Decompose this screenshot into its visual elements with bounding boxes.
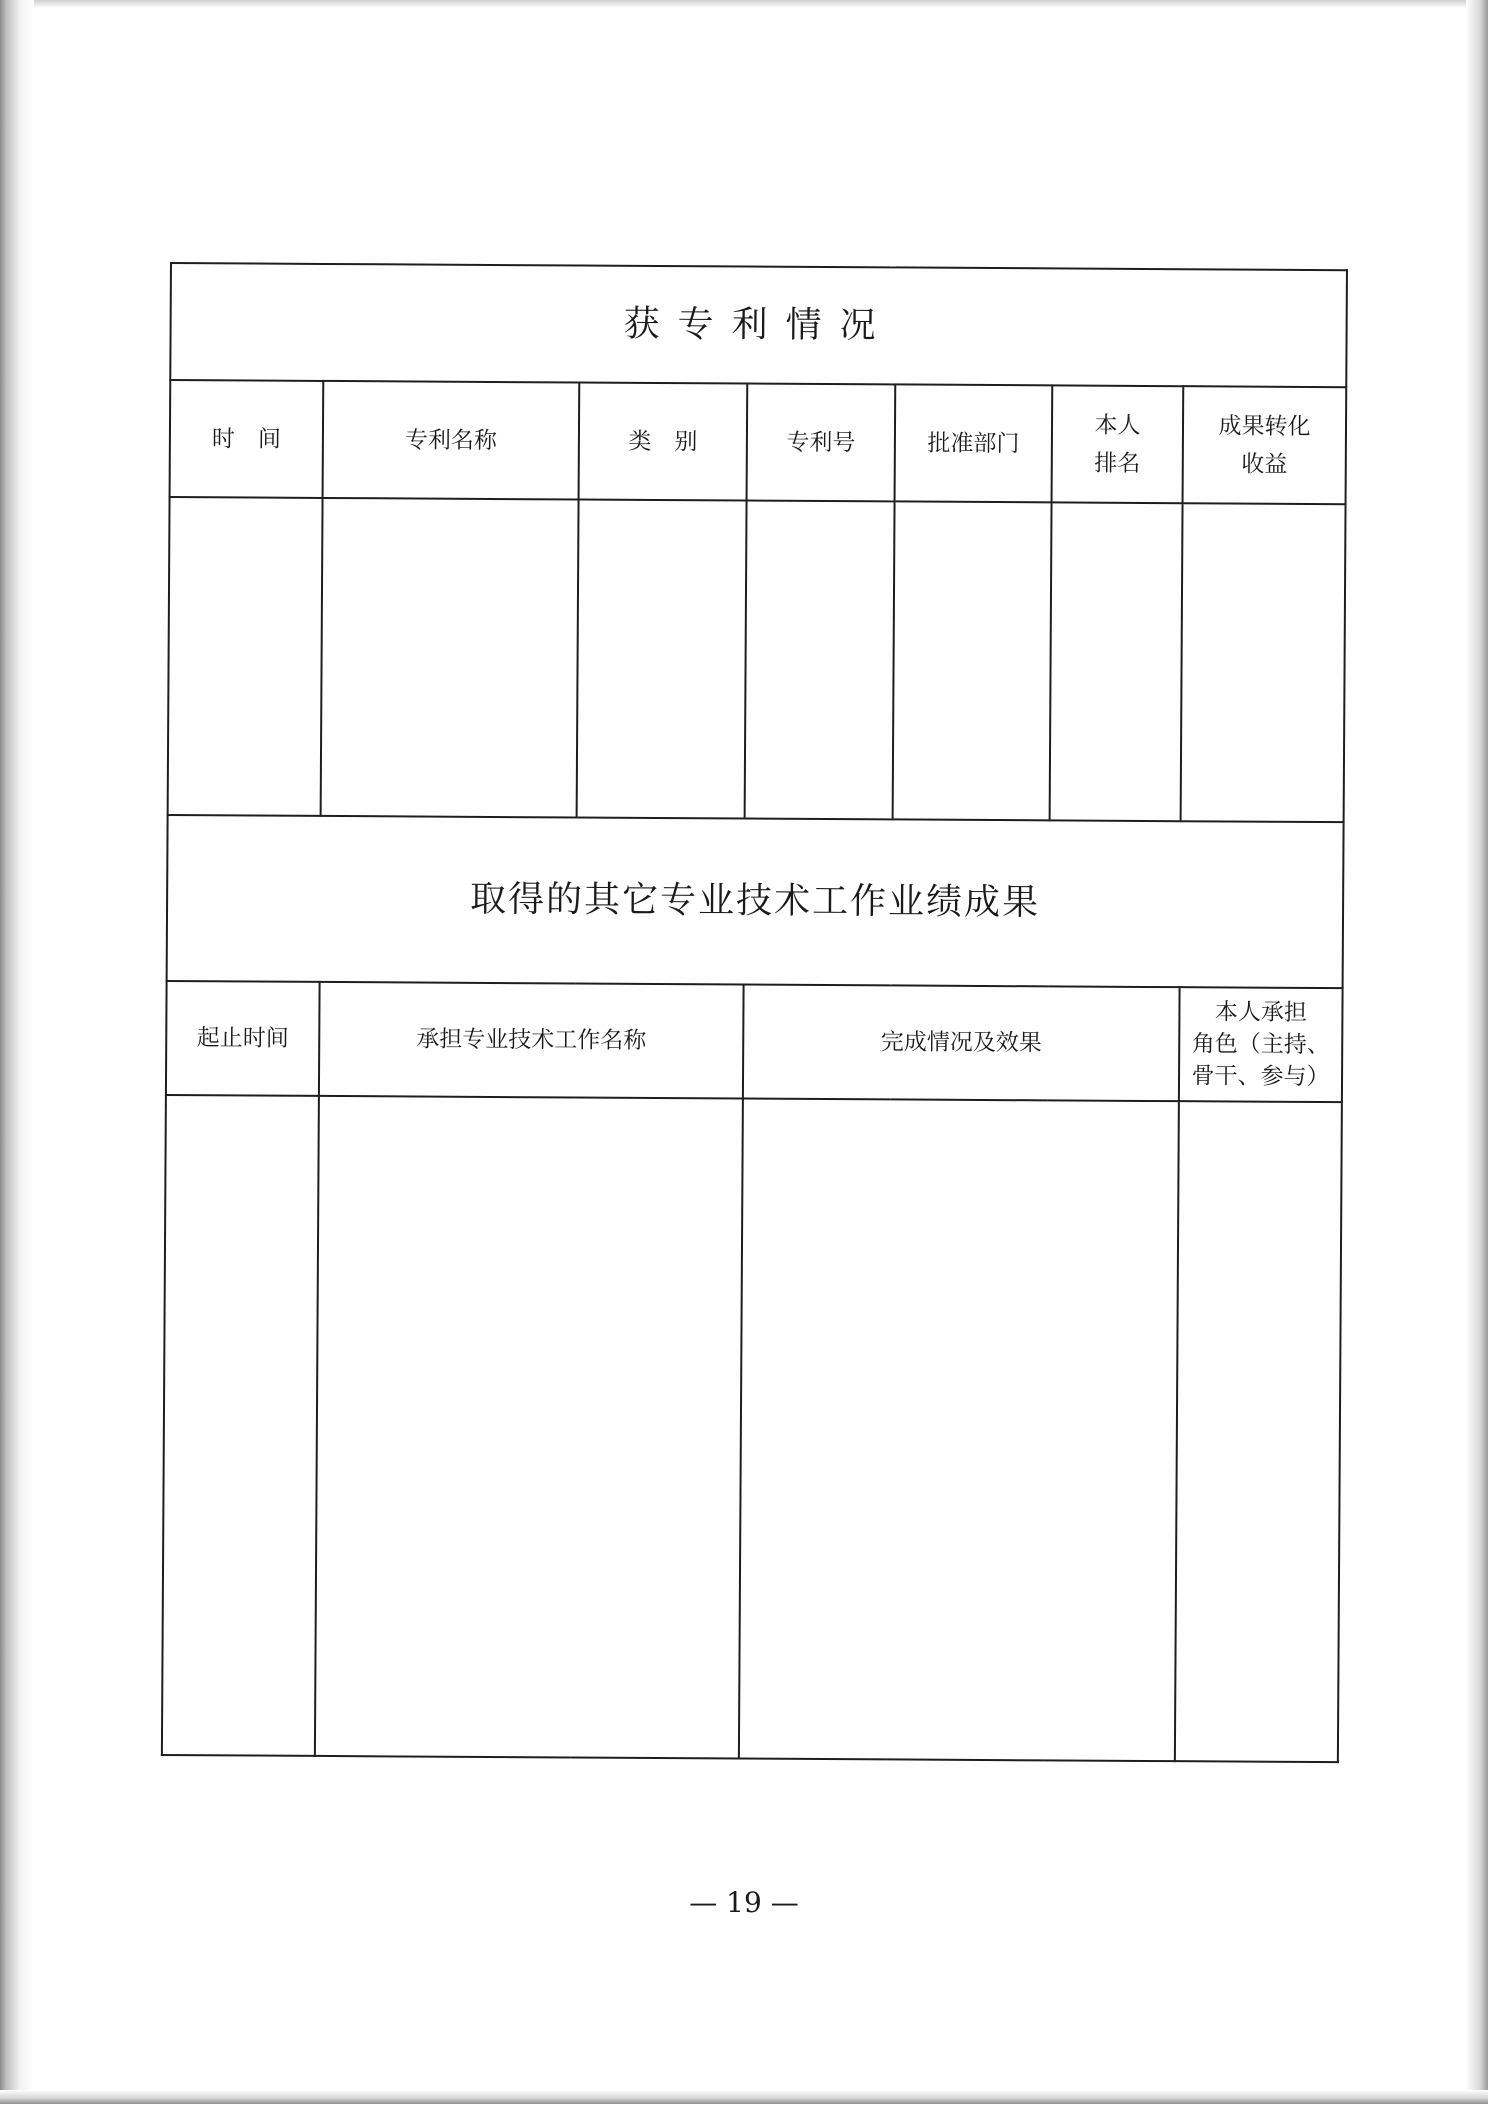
- patent-number-field[interactable]: [745, 501, 895, 820]
- patent-approving-dept-field[interactable]: [893, 501, 1052, 820]
- form-table: [161, 262, 1348, 1763]
- achievement-col-role: 本人承担 角色（主持、 骨干、参与）: [1179, 987, 1343, 1102]
- achievements-section-title: 取得的其它专业技术工作业绩成果: [167, 815, 1344, 988]
- achievement-col-results: 完成情况及效果: [743, 985, 1180, 1102]
- achievement-work-name-field[interactable]: [315, 1096, 743, 1759]
- application-form: [161, 262, 1346, 1763]
- patent-col-time: 时 间: [170, 380, 324, 498]
- scan-edge-top: [0, 0, 1488, 8]
- patent-name-field[interactable]: [321, 498, 579, 818]
- page-number: — 19 —: [689, 1886, 799, 1919]
- patent-col-name: 专利名称: [323, 381, 580, 500]
- patents-section-title: 获专利情况: [170, 263, 1347, 387]
- patent-col-rank: 本人 排名: [1052, 385, 1184, 503]
- achievement-role-field[interactable]: [1175, 1101, 1342, 1762]
- achievement-period-field[interactable]: [162, 1095, 319, 1756]
- achievement-results-field[interactable]: [739, 1099, 1179, 1762]
- patent-category-field[interactable]: [577, 500, 747, 819]
- patent-revenue-field[interactable]: [1181, 503, 1346, 822]
- achievement-col-work-name: 承担专业技术工作名称: [319, 982, 744, 1099]
- patent-col-category: 类 别: [579, 383, 748, 501]
- patent-col-number: 专利号: [747, 384, 896, 502]
- achievement-col-period: 起止时间: [166, 981, 320, 1096]
- scan-edge-left: [0, 0, 34, 2104]
- patent-rank-field[interactable]: [1050, 502, 1183, 821]
- patent-time-field[interactable]: [168, 497, 323, 816]
- patent-col-approving-dept: 批准部门: [895, 384, 1053, 502]
- scan-edge-right: [1466, 0, 1488, 2104]
- scan-edge-bottom: [0, 2090, 1488, 2104]
- patent-col-revenue: 成果转化 收益: [1183, 386, 1347, 504]
